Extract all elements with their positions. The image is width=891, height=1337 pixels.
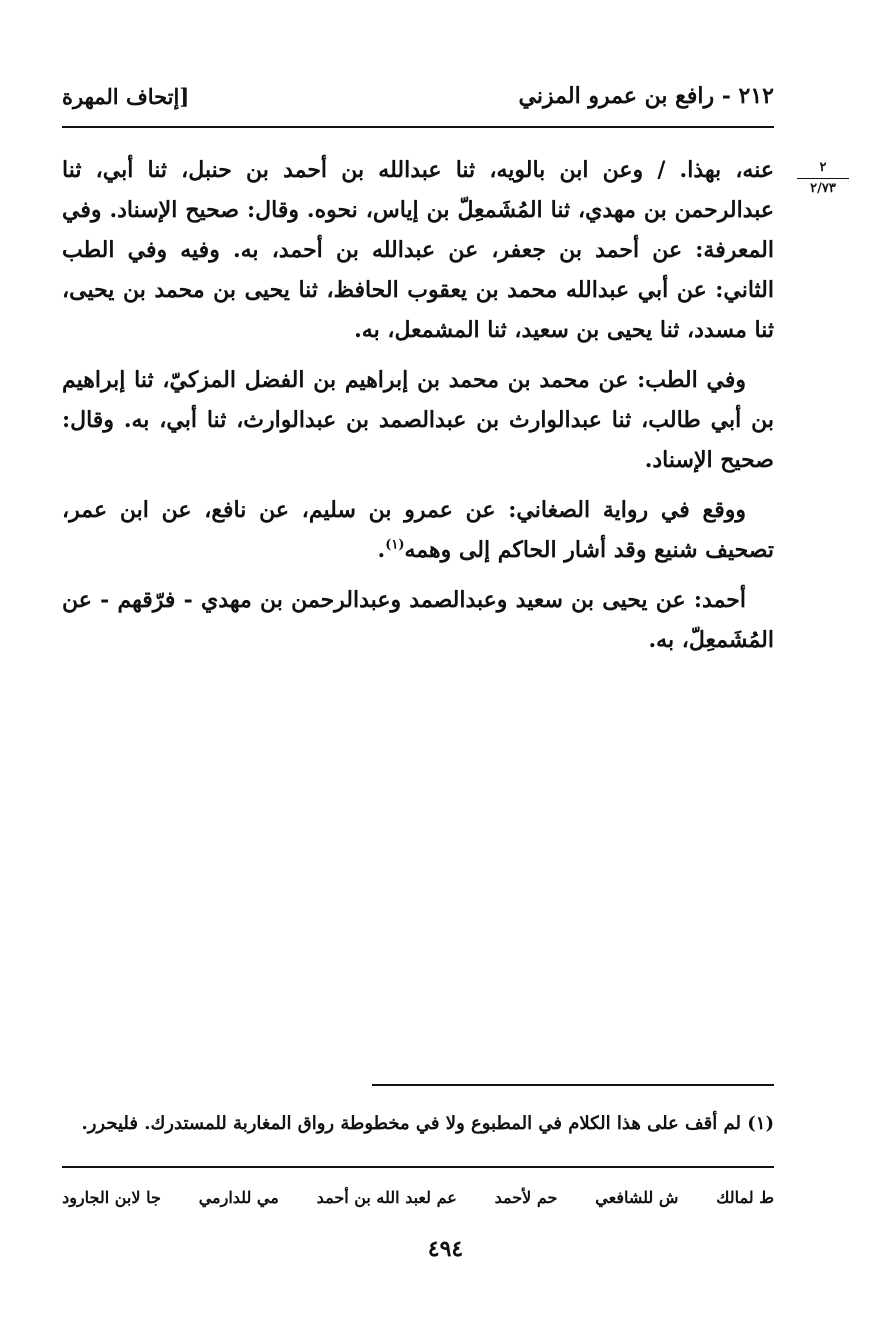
abbreviation-item: جا لابن الجارود <box>62 1187 161 1207</box>
abbreviations-rule <box>62 1166 774 1168</box>
header-rule <box>62 126 774 128</box>
footnote-rule <box>372 1084 774 1086</box>
paragraph-4 <box>62 580 774 660</box>
paragraph-4-text: : عن يحيى بن سعيد وعبدالصمد وعبدالرحمن بن مهدي - فرّقهم - عن المُشَمعِلّ، به. <box>62 587 774 653</box>
hadith-title: ٢١٢ - رافع بن عمرو المزني <box>518 83 774 109</box>
margin-reference <box>797 160 849 197</box>
abbreviation-item: مي للدارمي <box>198 1187 279 1207</box>
paragraph-4-lead: أحمد <box>702 587 746 613</box>
abbreviation-item: عم لعبد الله بن أحمد <box>316 1187 457 1207</box>
paragraph-3 <box>62 490 774 570</box>
abbreviation-item: ط لمالك <box>716 1187 774 1207</box>
paragraph-2 <box>62 360 774 480</box>
paragraph-1 <box>62 150 774 350</box>
abbreviation-item: ش للشافعي <box>595 1187 679 1207</box>
main-text <box>62 150 774 670</box>
paragraph-3-text: ووقع في رواية الصغاني: عن عمرو بن سليم، عن نافع، عن ابن عمر، تصحيف شنيع وقد أشار الحاكم إلى وهمه <box>62 497 774 563</box>
paragraph-3-tail: . <box>377 537 386 563</box>
footnote-marker: (١) <box>385 537 405 553</box>
paragraph-1-text: عنه، بهذا. / وعن ابن بالويه، ثنا عبدالله بن أحمد بن حنبل، ثنا أبي، ثنا عبدالرحمن بن مهدي، ثنا المُشَمعِلّ بن إياس، نحوه. وقال: صحيح الإسناد. وفي المعرفة: عن أحمد بن جعفر، عن عبدالله بن أحمد، به. وفيه وفي الطب الثاني: عن أبي عبدالله محمد بن يعقوب الحافظ، ثنا يحيى بن محمد بن يحيى، ثنا مسدد، ثنا يحيى بن سعيد، ثنا المشمعل، به. <box>62 157 774 343</box>
page-number: ٤٩٤ <box>427 1236 464 1262</box>
abbreviations-legend <box>62 1180 774 1214</box>
margin-ref-divider <box>797 178 849 179</box>
paragraph-2-text: وفي الطب: عن محمد بن محمد بن إبراهيم بن الفضل المزكيّ، ثنا إبراهيم بن أبي طالب، ثنا عبدالوارث بن عبدالصمد بن عبدالوارث، ثنا أبي، به. وقال: صحيح الإسناد. <box>62 367 774 473</box>
abbreviation-item: حم لأحمد <box>494 1187 558 1207</box>
footnote: (١) لم أقف على هذا الكلام في المطبوع ولا في مخطوطة رواق المغاربة للمستدرك. فليحرر. <box>81 1113 774 1134</box>
margin-ref-number: ٢ <box>819 160 827 175</box>
page-header <box>62 76 774 116</box>
margin-ref-volume: ٢/٧٣ <box>810 181 836 196</box>
book-title: [إتحاف المهرة <box>62 83 190 109</box>
